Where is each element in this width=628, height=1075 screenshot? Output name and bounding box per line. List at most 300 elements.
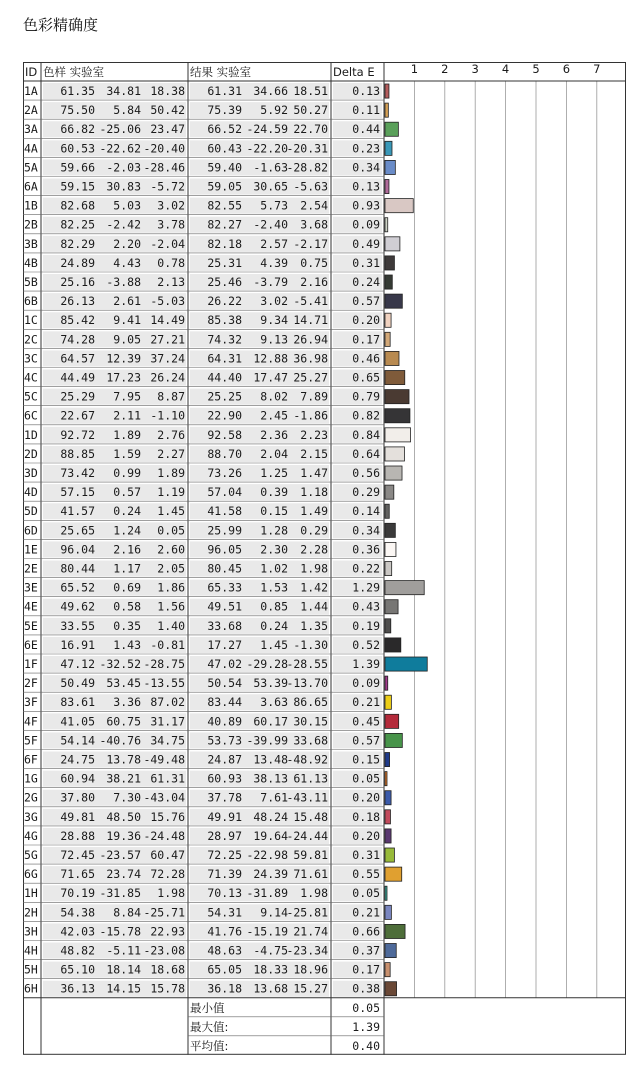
delta-bar <box>385 848 394 862</box>
result-value: 2.28 <box>300 542 328 557</box>
delta-value: 0.34 <box>352 160 380 175</box>
row-id: 2A <box>24 103 38 118</box>
result-value: 1.49 <box>300 504 328 519</box>
row-id: 3E <box>24 580 38 595</box>
sample-value: -5.11 <box>106 943 141 958</box>
sample-value: 7.95 <box>113 389 141 404</box>
row-id: 2F <box>24 676 38 691</box>
sample-value: -40.76 <box>99 733 141 748</box>
summary-value: 0.05 <box>352 1000 380 1015</box>
result-value: -20.31 <box>286 141 328 156</box>
header-id: ID <box>25 65 38 79</box>
row-id: 5E <box>24 618 38 633</box>
delta-bar <box>385 562 392 576</box>
sample-value: 53.45 <box>106 676 141 691</box>
row-id: 2G <box>24 790 38 805</box>
sample-value: 9.05 <box>113 332 141 347</box>
row-id: 1F <box>24 657 38 671</box>
delta-value: 0.65 <box>352 370 380 385</box>
sample-value: 14.49 <box>150 313 185 328</box>
result-value: 0.39 <box>260 485 288 500</box>
sample-value: 1.24 <box>113 523 141 538</box>
sample-value: -5.72 <box>150 179 185 194</box>
result-value: 0.24 <box>260 618 288 633</box>
sample-value: 36.13 <box>60 981 95 996</box>
sample-value: 61.35 <box>60 84 95 98</box>
result-value: -13.70 <box>286 676 328 691</box>
row-id: 4A <box>24 141 38 156</box>
delta-value: 0.21 <box>352 905 380 920</box>
result-value: 3.63 <box>260 695 288 710</box>
row-id: 3H <box>24 924 38 939</box>
result-value: 1.28 <box>260 523 288 538</box>
row-id: 5D <box>24 504 38 519</box>
sample-value: 82.68 <box>60 198 95 213</box>
sample-value: 3.78 <box>157 217 185 232</box>
sample-value: 80.44 <box>60 561 95 576</box>
sample-value: 22.67 <box>60 408 95 423</box>
result-value: -4.75 <box>253 943 288 958</box>
delta-value: 0.15 <box>352 752 380 767</box>
sample-value: 25.65 <box>60 523 95 538</box>
delta-value: 0.09 <box>352 217 380 232</box>
sample-value: 96.04 <box>60 542 95 557</box>
delta-value: 0.56 <box>352 466 380 480</box>
result-value: 50.27 <box>293 103 328 118</box>
delta-value: 0.13 <box>352 179 380 194</box>
sample-value: 25.16 <box>60 275 95 289</box>
row-id: 5G <box>24 848 38 862</box>
delta-bar <box>385 867 402 881</box>
result-value: 49.51 <box>207 599 242 614</box>
sample-value: 1.89 <box>113 427 141 442</box>
result-value: 2.30 <box>260 542 288 557</box>
row-id: 1D <box>24 427 38 442</box>
delta-value: 0.64 <box>352 446 380 461</box>
result-value: 17.47 <box>253 370 288 385</box>
sample-value: -20.40 <box>143 141 185 156</box>
result-value: 83.44 <box>207 695 242 710</box>
result-value: 26.22 <box>207 294 242 309</box>
result-value: 74.32 <box>207 332 242 347</box>
sample-value: 37.24 <box>150 351 185 366</box>
result-value: 12.88 <box>253 351 288 366</box>
delta-value: 0.23 <box>352 141 380 156</box>
sample-value: 88.85 <box>60 446 95 461</box>
sample-value: 1.17 <box>113 561 141 576</box>
result-value: 1.25 <box>260 466 288 480</box>
sample-value: 41.57 <box>60 504 95 519</box>
result-value: 0.75 <box>300 255 328 270</box>
result-value: 47.02 <box>207 657 242 671</box>
result-value: 59.05 <box>207 179 242 194</box>
sample-value: -32.52 <box>99 657 141 671</box>
result-value: -5.41 <box>293 294 328 309</box>
result-value: -3.79 <box>253 275 288 289</box>
sample-value: 38.21 <box>106 771 141 786</box>
result-value: 44.40 <box>207 370 242 385</box>
result-value: 53.39 <box>253 676 288 691</box>
result-value: -24.59 <box>246 122 288 137</box>
sample-value: 18.38 <box>150 84 185 98</box>
result-value: 25.25 <box>207 389 242 404</box>
sample-value: 0.69 <box>113 580 141 595</box>
sample-value: 59.15 <box>60 179 95 194</box>
sample-value: 2.27 <box>157 446 185 461</box>
result-value: 28.97 <box>207 828 242 843</box>
x-tick-label: 4 <box>501 62 510 76</box>
sample-value: 61.31 <box>150 771 185 786</box>
sample-value: -43.04 <box>143 790 185 805</box>
delta-bar <box>385 924 405 938</box>
result-value: 60.17 <box>253 714 288 729</box>
summary-value: 1.39 <box>352 1019 380 1034</box>
result-value: 3.02 <box>260 294 288 309</box>
sample-value: 49.62 <box>60 599 95 614</box>
sample-value: 8.87 <box>157 389 185 404</box>
sample-value: 27.21 <box>150 332 185 347</box>
delta-value: 0.57 <box>352 733 380 748</box>
sample-value: 2.05 <box>157 561 185 576</box>
delta-value: 0.79 <box>352 389 380 404</box>
result-value: 22.90 <box>207 408 242 423</box>
result-value: 1.98 <box>300 886 328 901</box>
sample-value: 72.45 <box>60 848 95 862</box>
sample-value: -23.08 <box>143 943 185 958</box>
delta-bar <box>385 218 388 232</box>
result-value: 24.87 <box>207 752 242 767</box>
sample-value: 1.56 <box>157 599 185 614</box>
result-value: 1.47 <box>300 466 328 480</box>
delta-value: 1.29 <box>352 580 380 595</box>
sample-value: -28.75 <box>143 657 185 671</box>
delta-bar <box>385 84 389 98</box>
sample-value: 9.41 <box>113 313 141 328</box>
result-value: 54.31 <box>207 905 242 920</box>
sample-value: 60.53 <box>60 141 95 156</box>
result-value: 61.13 <box>293 771 328 786</box>
result-value: 2.45 <box>260 408 288 423</box>
result-value: 59.40 <box>207 160 242 175</box>
result-value: 0.15 <box>260 504 288 519</box>
delta-value: 0.20 <box>352 313 380 328</box>
result-value: 24.39 <box>253 867 288 882</box>
sample-value: 0.57 <box>113 485 141 500</box>
delta-bar <box>385 982 397 996</box>
x-tick-label: 1 <box>410 62 419 76</box>
sample-value: -23.57 <box>99 848 141 862</box>
delta-bar <box>385 886 387 900</box>
result-value: 9.34 <box>260 313 288 328</box>
header-sample: 色样 实验室 <box>43 65 105 79</box>
delta-value: 0.20 <box>352 828 380 843</box>
result-value: 21.74 <box>293 924 328 939</box>
delta-bar <box>385 313 391 327</box>
result-value: 48.24 <box>253 809 288 824</box>
row-id: 1H <box>24 886 38 901</box>
result-value: 3.68 <box>300 217 328 232</box>
sample-value: 1.89 <box>157 466 185 480</box>
sample-value: 87.02 <box>150 695 185 710</box>
result-value: -31.89 <box>246 886 288 901</box>
delta-bar <box>385 332 390 346</box>
result-value: 37.78 <box>207 790 242 805</box>
sample-value: -15.78 <box>99 924 141 939</box>
row-id: 3C <box>24 351 38 366</box>
result-value: 61.31 <box>207 84 242 98</box>
delta-bar <box>385 733 402 747</box>
sample-value: 0.58 <box>113 599 141 614</box>
delta-value: 0.57 <box>352 294 380 309</box>
result-value: -22.20 <box>246 141 288 156</box>
delta-bar <box>385 428 411 442</box>
sample-value: 14.15 <box>106 981 141 996</box>
result-value: 73.26 <box>207 466 242 480</box>
delta-value: 0.13 <box>352 84 380 98</box>
result-value: 9.14 <box>260 905 288 920</box>
result-value: 57.04 <box>207 485 242 500</box>
sample-value: -28.46 <box>143 160 185 175</box>
sample-value: 92.72 <box>60 427 95 442</box>
delta-value: 0.45 <box>352 714 380 729</box>
delta-bar <box>385 753 390 767</box>
page-title: 色彩精确度 <box>23 16 99 34</box>
sample-value: -25.71 <box>143 905 185 920</box>
row-id: 2C <box>24 332 38 347</box>
sample-value: 34.75 <box>150 733 185 748</box>
result-value: 2.57 <box>260 236 288 251</box>
sample-value: 4.43 <box>113 255 141 270</box>
result-value: 53.73 <box>207 733 242 748</box>
result-value: 70.13 <box>207 886 242 901</box>
summary-value: 0.40 <box>352 1038 380 1053</box>
result-value: 33.68 <box>293 733 328 748</box>
sample-value: -5.03 <box>150 294 185 309</box>
delta-value: 0.34 <box>352 523 380 538</box>
result-value: 41.76 <box>207 924 242 939</box>
row-id: 3A <box>24 122 38 137</box>
result-value: -25.81 <box>286 905 328 920</box>
result-value: -48.92 <box>286 752 328 767</box>
sample-value: 48.50 <box>106 809 141 824</box>
result-value: 65.33 <box>207 580 242 595</box>
delta-value: 0.36 <box>352 542 380 557</box>
row-id: 2B <box>24 217 38 232</box>
delta-bar <box>385 141 392 155</box>
sample-value: 44.49 <box>60 370 95 385</box>
delta-bar <box>385 600 398 614</box>
result-value: 2.16 <box>300 275 328 289</box>
result-value: 41.58 <box>207 504 242 519</box>
row-id: 4E <box>24 599 38 614</box>
sample-value: 26.13 <box>60 294 95 309</box>
result-value: 8.02 <box>260 389 288 404</box>
delta-bar <box>385 275 392 289</box>
header-delta: Delta E <box>333 65 375 79</box>
result-value: -22.98 <box>246 848 288 862</box>
delta-value: 0.49 <box>352 236 380 251</box>
sample-value: -0.81 <box>150 637 185 652</box>
sample-value: -22.62 <box>99 141 141 156</box>
delta-value: 0.17 <box>352 332 380 347</box>
sample-value: 48.82 <box>60 943 95 958</box>
sample-value: 65.52 <box>60 580 95 595</box>
row-id: 6C <box>24 408 38 423</box>
sample-value: 2.20 <box>113 236 141 251</box>
row-id: 2H <box>24 905 38 920</box>
sample-value: 66.82 <box>60 122 95 137</box>
delta-value: 0.52 <box>352 637 380 652</box>
delta-bar <box>385 905 391 919</box>
sample-value: 64.57 <box>60 351 95 366</box>
sample-value: -24.48 <box>143 828 185 843</box>
sample-value: 49.81 <box>60 809 95 824</box>
result-value: 1.18 <box>300 485 328 500</box>
result-value: 1.45 <box>260 637 288 652</box>
result-value: 18.33 <box>253 962 288 977</box>
result-value: 71.39 <box>207 867 242 882</box>
result-value: 33.68 <box>207 618 242 633</box>
result-value: -23.34 <box>286 943 328 958</box>
sample-value: 3.36 <box>113 695 141 710</box>
x-tick-label: 2 <box>441 62 449 76</box>
result-value: -2.17 <box>293 236 328 251</box>
result-value: -28.55 <box>286 657 328 671</box>
delta-bar <box>385 619 391 633</box>
sample-value: 71.65 <box>60 867 95 882</box>
sample-value: -13.55 <box>143 676 185 691</box>
sample-value: -1.10 <box>150 408 185 423</box>
result-value: 7.89 <box>300 389 328 404</box>
delta-bar <box>385 447 404 461</box>
delta-value: 0.37 <box>352 943 380 958</box>
sample-value: 8.84 <box>113 905 141 920</box>
row-id: 4D <box>24 485 38 500</box>
row-id: 2D <box>24 446 38 461</box>
delta-bar <box>385 294 402 308</box>
sample-value: 82.25 <box>60 217 95 232</box>
sample-value: 22.93 <box>150 924 185 939</box>
sample-value: 37.80 <box>60 790 95 805</box>
result-value: 60.43 <box>207 141 242 156</box>
sample-value: 1.45 <box>157 504 185 519</box>
sample-value: 1.86 <box>157 580 185 595</box>
sample-value: 59.66 <box>60 160 95 175</box>
result-value: 7.61 <box>260 790 288 805</box>
delta-bar <box>385 409 410 423</box>
sample-value: 2.11 <box>113 408 141 423</box>
result-value: 72.25 <box>207 848 242 862</box>
delta-bar <box>385 199 413 213</box>
x-tick-label: 5 <box>532 62 540 76</box>
sample-value: 15.78 <box>150 981 185 996</box>
delta-value: 1.39 <box>352 657 380 671</box>
delta-value: 0.93 <box>352 198 380 213</box>
sample-value: 2.60 <box>157 542 185 557</box>
sample-value: 3.02 <box>157 198 185 213</box>
delta-value: 0.43 <box>352 599 380 614</box>
result-value: 88.70 <box>207 446 242 461</box>
delta-value: 0.84 <box>352 427 380 442</box>
result-value: 60.93 <box>207 771 242 786</box>
delta-bar <box>385 523 395 537</box>
result-value: 25.31 <box>207 255 242 270</box>
sample-value: 23.74 <box>106 867 141 882</box>
result-value: -1.63 <box>253 160 288 175</box>
result-value: 80.45 <box>207 561 242 576</box>
sample-value: 2.13 <box>157 275 185 289</box>
row-id: 1C <box>24 313 38 328</box>
result-value: 4.39 <box>260 255 288 270</box>
result-value: 25.27 <box>293 370 328 385</box>
sample-value: 85.42 <box>60 313 95 328</box>
delta-bar <box>385 122 398 136</box>
result-value: 86.65 <box>293 695 328 710</box>
result-value: 15.48 <box>293 809 328 824</box>
sample-value: 24.89 <box>60 255 95 270</box>
row-id: 5B <box>24 275 38 289</box>
result-value: 5.92 <box>260 103 288 118</box>
sample-value: 2.61 <box>113 294 141 309</box>
row-id: 4B <box>24 255 38 270</box>
sample-value: 34.81 <box>106 84 141 98</box>
sample-value: 26.24 <box>150 370 185 385</box>
result-value: 19.64 <box>253 828 288 843</box>
summary-label: 平均值: <box>190 1038 229 1053</box>
result-value: 71.61 <box>293 867 328 882</box>
sample-value: 57.15 <box>60 485 95 500</box>
result-value: 38.13 <box>253 771 288 786</box>
row-id: 3F <box>24 695 38 710</box>
sample-value: 0.99 <box>113 466 141 480</box>
sample-value: 28.88 <box>60 828 95 843</box>
result-value: 59.81 <box>293 848 328 862</box>
delta-value: 0.14 <box>352 504 380 519</box>
sample-value: 25.29 <box>60 389 95 404</box>
sample-value: 2.76 <box>157 427 185 442</box>
sample-value: 1.19 <box>157 485 185 500</box>
result-value: 36.98 <box>293 351 328 366</box>
delta-bar <box>385 772 387 786</box>
result-value: 1.44 <box>300 599 328 614</box>
delta-value: 0.38 <box>352 981 380 996</box>
delta-value: 0.05 <box>352 886 380 901</box>
result-value: 40.89 <box>207 714 242 729</box>
delta-bar <box>385 657 427 671</box>
delta-value: 0.18 <box>352 809 380 824</box>
x-tick-label: 6 <box>562 62 571 76</box>
sample-value: 15.76 <box>150 809 185 824</box>
result-value: 2.36 <box>260 427 288 442</box>
result-value: 92.58 <box>207 427 242 442</box>
result-value: 82.27 <box>207 217 242 232</box>
delta-bar <box>385 103 388 117</box>
delta-bar <box>385 638 401 652</box>
x-tick-label: 7 <box>593 62 601 76</box>
sample-value: -2.04 <box>150 236 185 251</box>
delta-bar <box>385 581 424 595</box>
sample-value: -2.03 <box>106 160 141 175</box>
row-id: 1E <box>24 542 38 557</box>
result-value: 96.05 <box>207 542 242 557</box>
delta-bar <box>385 371 405 385</box>
summary-label: 最小值 <box>190 1000 225 1015</box>
delta-value: 0.05 <box>352 771 380 786</box>
delta-bar <box>385 504 389 518</box>
result-value: -1.86 <box>293 408 328 423</box>
delta-bar <box>385 791 391 805</box>
result-value: 75.39 <box>207 103 242 118</box>
